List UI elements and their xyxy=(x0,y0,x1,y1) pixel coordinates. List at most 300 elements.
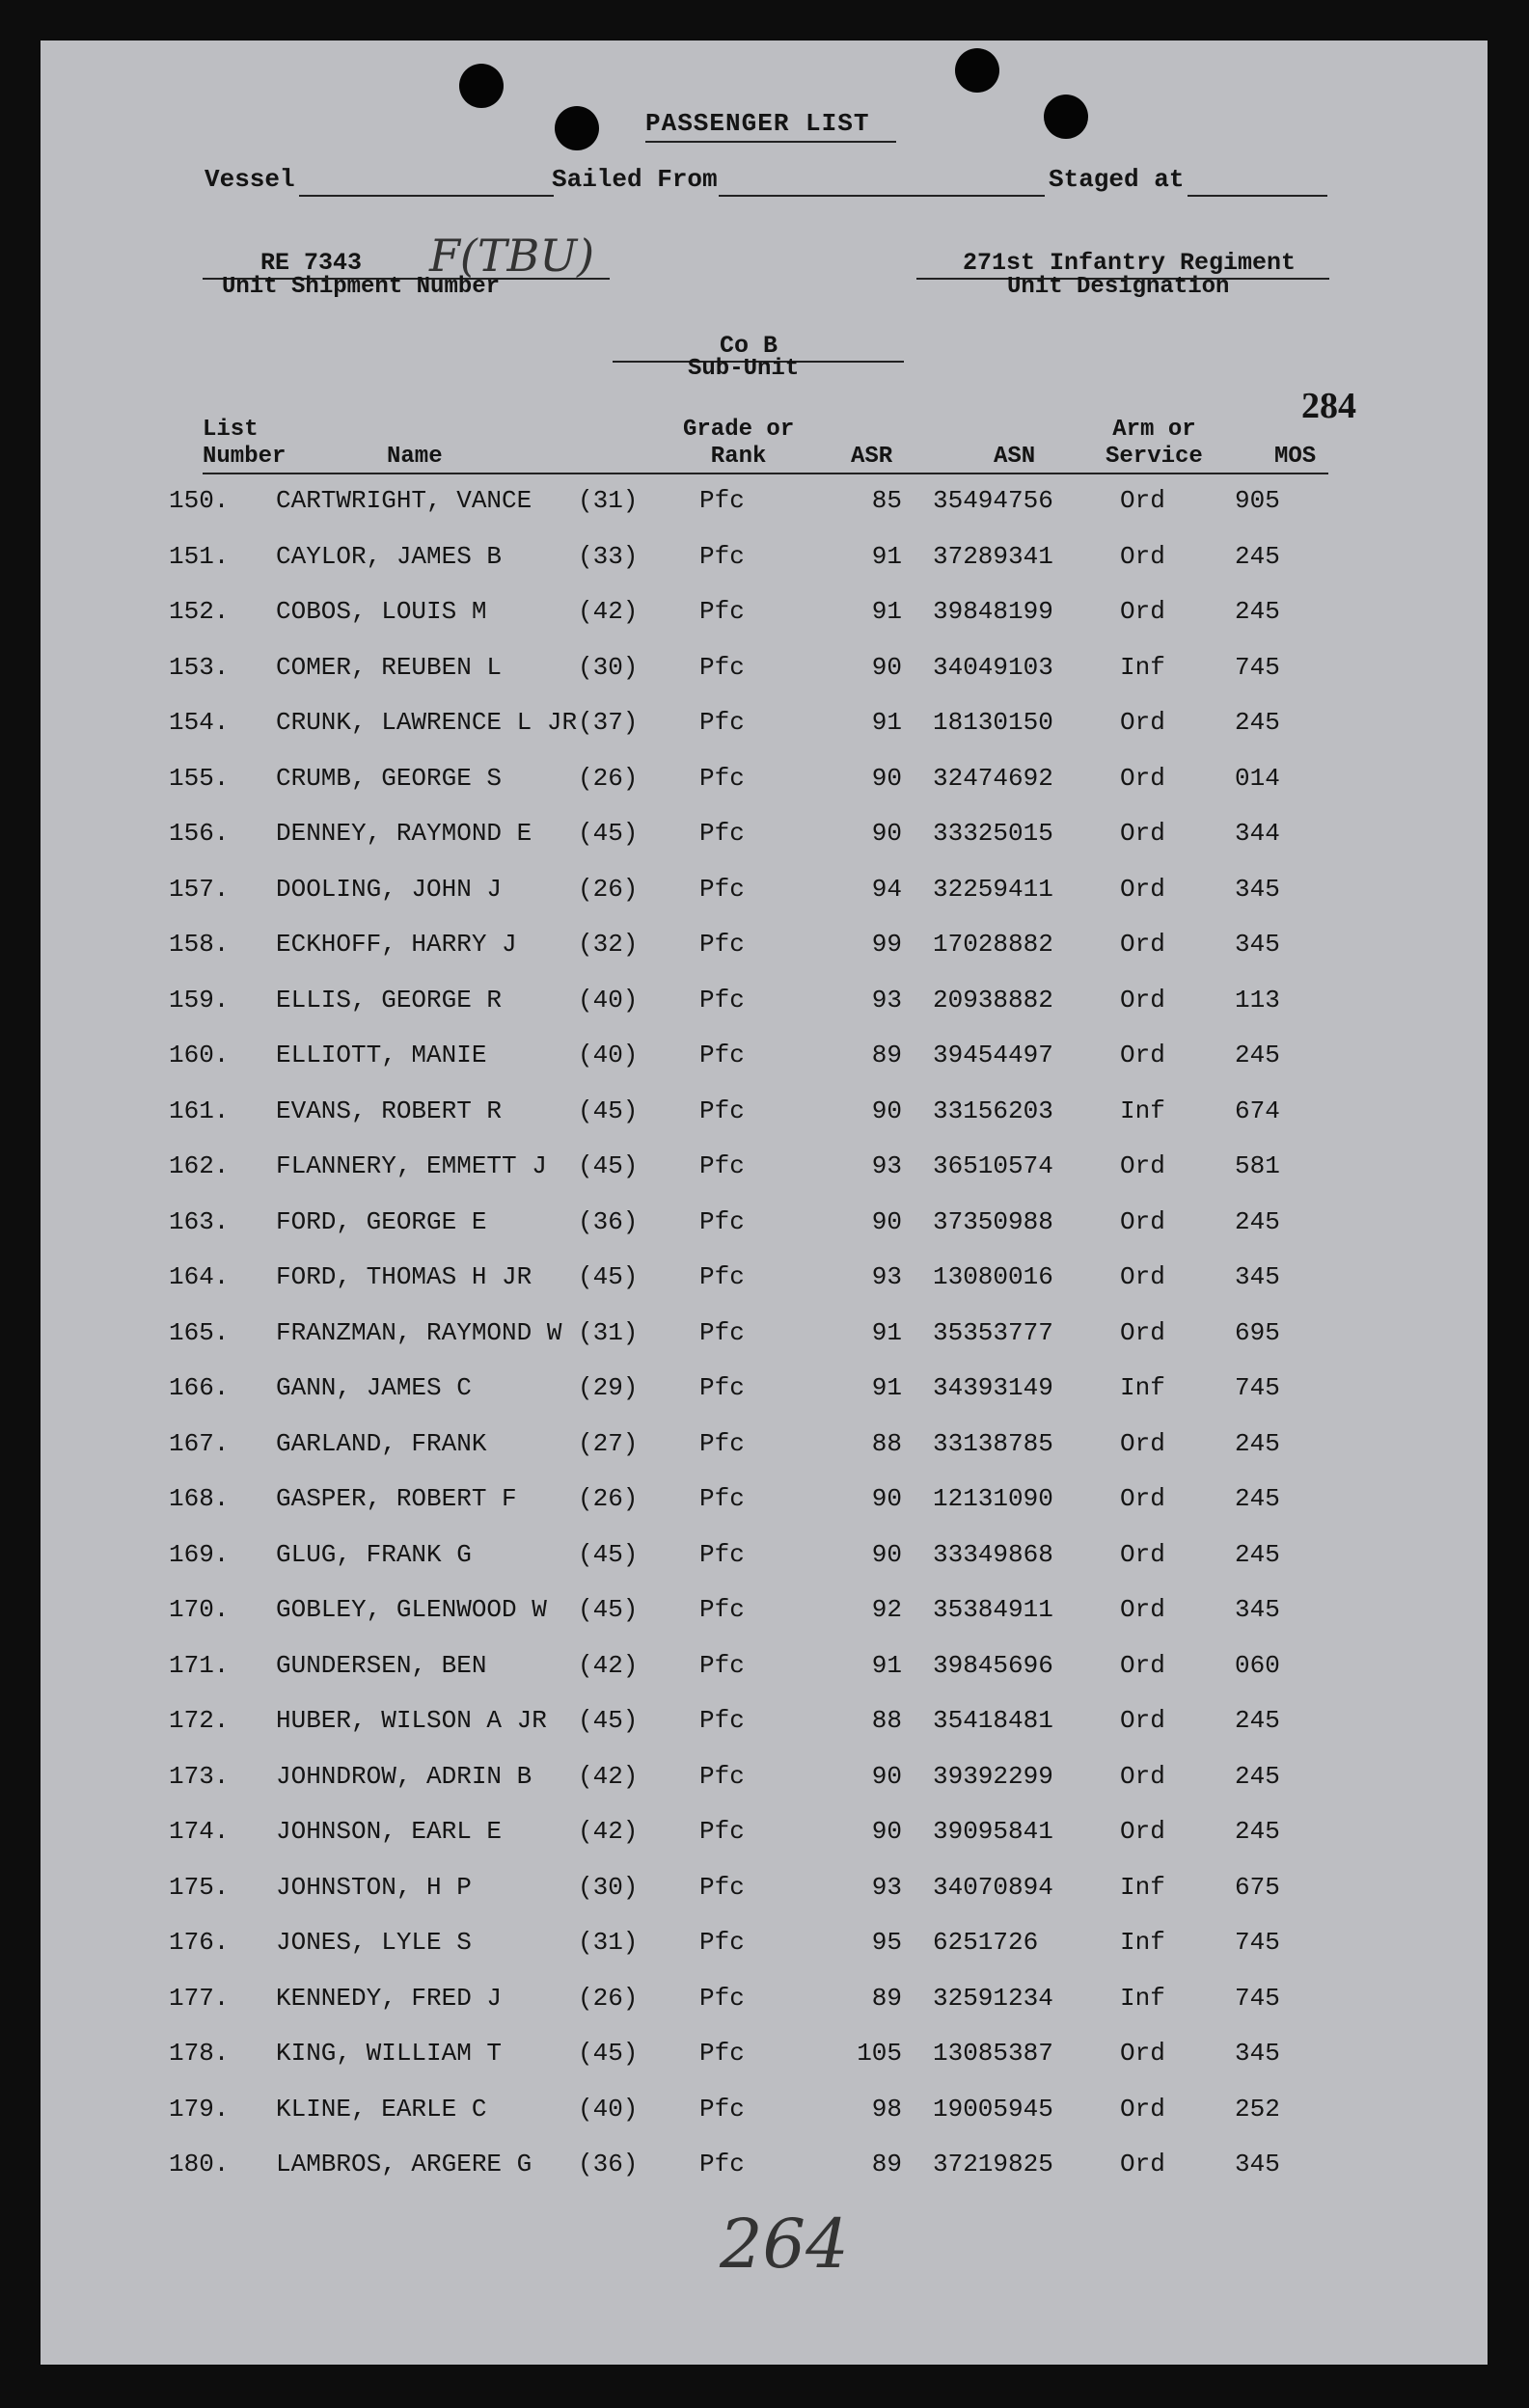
cell-asn: 6251726 xyxy=(933,1928,1039,1957)
table-row xyxy=(41,1151,1488,1190)
col-header-mos: MOS xyxy=(1274,444,1317,470)
document-sheet xyxy=(41,41,1488,2365)
table-row xyxy=(41,1429,1488,1468)
cell-arm-service: Inf xyxy=(1120,652,1165,682)
cell-age: (45) xyxy=(578,1151,639,1180)
cell-asr: 95 xyxy=(871,1928,902,1957)
cell-asr: 98 xyxy=(871,2094,902,2124)
cell-mos: 245 xyxy=(1235,1428,1280,1458)
cell-asn: 39454497 xyxy=(933,1041,1053,1069)
cell-arm-service: Ord xyxy=(1120,1206,1165,1236)
vessel-label: Vessel xyxy=(205,165,295,194)
cell-grade: Pfc xyxy=(699,985,745,1015)
cell-arm-service: Ord xyxy=(1120,1041,1165,1069)
punch-hole-far-right xyxy=(1044,95,1088,139)
cell-mos: 245 xyxy=(1235,541,1280,571)
cell-passenger-name: GLUG, FRANK G xyxy=(276,1539,472,1569)
col-header-list-number-line2: Number xyxy=(203,444,287,470)
cell-list-number: 152. xyxy=(169,597,230,626)
cell-arm-service: Ord xyxy=(1120,1761,1165,1791)
cell-passenger-name: COBOS, LOUIS M xyxy=(276,597,487,626)
table-row xyxy=(41,986,1488,1024)
cell-list-number: 167. xyxy=(169,1428,230,1458)
cell-asr: 94 xyxy=(871,874,902,904)
cell-age: (30) xyxy=(578,652,639,682)
cell-list-number: 174. xyxy=(169,1817,230,1846)
table-row xyxy=(41,1595,1488,1634)
cell-mos: 245 xyxy=(1235,1706,1280,1735)
col-header-list-number-line1: List xyxy=(203,417,259,443)
table-row xyxy=(41,1651,1488,1690)
table-row xyxy=(41,1096,1488,1135)
table-row xyxy=(41,875,1488,913)
cell-asr: 91 xyxy=(871,597,902,626)
cell-asr: 91 xyxy=(871,1317,902,1347)
cell-mos: 581 xyxy=(1235,1151,1280,1180)
cell-age: (36) xyxy=(578,1206,639,1236)
cell-mos: 014 xyxy=(1235,763,1280,793)
cell-list-number: 172. xyxy=(169,1706,230,1735)
cell-arm-service: Ord xyxy=(1120,930,1165,959)
cell-arm-service: Ord xyxy=(1120,708,1165,737)
cell-asr: 90 xyxy=(871,1484,902,1513)
cell-list-number: 178. xyxy=(169,2039,230,2068)
cell-arm-service: Ord xyxy=(1120,2039,1165,2068)
cell-mos: 345 xyxy=(1235,1595,1280,1624)
cell-list-number: 151. xyxy=(169,541,230,571)
cell-age: (31) xyxy=(578,486,639,515)
table-row xyxy=(41,1318,1488,1357)
header-rule xyxy=(203,473,1328,474)
cell-passenger-name: KENNEDY, FRED J xyxy=(276,1983,503,2013)
cell-mos: 345 xyxy=(1235,874,1280,904)
cell-list-number: 169. xyxy=(169,1539,230,1569)
cell-arm-service: Ord xyxy=(1120,1539,1165,1569)
cell-passenger-name: GARLAND, FRANK xyxy=(276,1428,487,1458)
cell-age: (36) xyxy=(578,2150,639,2178)
cell-arm-service: Inf xyxy=(1120,1872,1165,1902)
cell-age: (45) xyxy=(578,1595,639,1624)
cell-asr: 88 xyxy=(871,1706,902,1735)
cell-mos: 345 xyxy=(1235,2039,1280,2068)
table-row xyxy=(41,1484,1488,1523)
cell-asn: 39392299 xyxy=(933,1761,1053,1791)
cell-passenger-name: GANN, JAMES C xyxy=(276,1373,472,1402)
cell-mos: 345 xyxy=(1235,930,1280,959)
table-row xyxy=(41,2095,1488,2133)
table-row xyxy=(41,2150,1488,2188)
table-row xyxy=(41,1984,1488,2022)
cell-mos: 745 xyxy=(1235,1373,1280,1402)
cell-asn: 35418481 xyxy=(933,1706,1053,1735)
cell-asr: 105 xyxy=(857,2039,902,2068)
cell-asr: 93 xyxy=(871,1151,902,1180)
cell-list-number: 180. xyxy=(169,2150,230,2178)
cell-grade: Pfc xyxy=(699,1595,745,1624)
cell-age: (31) xyxy=(578,1928,639,1957)
cell-mos: 674 xyxy=(1235,1096,1280,1125)
cell-list-number: 171. xyxy=(169,1650,230,1680)
cell-age: (26) xyxy=(578,1484,639,1513)
cell-arm-service: Ord xyxy=(1120,2150,1165,2178)
cell-passenger-name: DOOLING, JOHN J xyxy=(276,874,503,904)
cell-mos: 695 xyxy=(1235,1317,1280,1347)
table-row xyxy=(41,653,1488,691)
cell-mos: 245 xyxy=(1235,708,1280,737)
table-row xyxy=(41,597,1488,636)
table-row xyxy=(41,1373,1488,1412)
cell-asn: 12131090 xyxy=(933,1484,1053,1513)
cell-grade: Pfc xyxy=(699,1373,745,1402)
col-header-grade-line1: Grade or xyxy=(683,417,795,443)
cell-asr: 91 xyxy=(871,541,902,571)
punch-hole-left xyxy=(459,64,504,108)
sub-unit-caption: Sub-Unit xyxy=(688,356,800,382)
cell-arm-service: Ord xyxy=(1120,1428,1165,1458)
cell-passenger-name: ELLIS, GEORGE R xyxy=(276,985,503,1015)
cell-passenger-name: CARTWRIGHT, VANCE xyxy=(276,486,532,515)
cell-list-number: 162. xyxy=(169,1151,230,1180)
table-row xyxy=(41,1207,1488,1246)
cell-arm-service: Ord xyxy=(1120,1317,1165,1347)
cell-list-number: 164. xyxy=(169,1262,230,1291)
cell-passenger-name: GASPER, ROBERT F xyxy=(276,1484,517,1513)
table-row xyxy=(41,1873,1488,1911)
cell-arm-service: Ord xyxy=(1120,1595,1165,1624)
cell-mos: 245 xyxy=(1235,1761,1280,1791)
cell-asn: 13080016 xyxy=(933,1262,1053,1291)
cell-grade: Pfc xyxy=(699,1761,745,1791)
cell-arm-service: Ord xyxy=(1120,1151,1165,1180)
cell-passenger-name: ECKHOFF, HARRY J xyxy=(276,930,517,959)
cell-asn: 33349868 xyxy=(933,1539,1053,1569)
cell-passenger-name: CAYLOR, JAMES B xyxy=(276,541,503,571)
table-row xyxy=(41,486,1488,525)
cell-mos: 675 xyxy=(1235,1872,1280,1902)
table-row xyxy=(41,930,1488,968)
cell-arm-service: Ord xyxy=(1120,1650,1165,1680)
cell-grade: Pfc xyxy=(699,541,745,571)
unit-designation: 271st Infantry Regiment xyxy=(963,249,1297,277)
cell-mos: 252 xyxy=(1235,2094,1280,2124)
cell-grade: Pfc xyxy=(699,1151,745,1180)
cell-list-number: 179. xyxy=(169,2094,230,2124)
cell-passenger-name: KING, WILLIAM T xyxy=(276,2039,503,2068)
cell-list-number: 170. xyxy=(169,1595,230,1624)
cell-grade: Pfc xyxy=(699,2150,745,2178)
cell-list-number: 165. xyxy=(169,1317,230,1347)
cell-mos: 345 xyxy=(1235,2150,1280,2178)
sailed-from-line xyxy=(719,195,1045,197)
cell-asn: 35494756 xyxy=(933,486,1053,515)
cell-age: (40) xyxy=(578,2094,639,2124)
cell-asr: 90 xyxy=(871,763,902,793)
cell-asn: 32259411 xyxy=(933,874,1053,904)
cell-passenger-name: FLANNERY, EMMETT J xyxy=(276,1151,547,1180)
cell-arm-service: Ord xyxy=(1120,486,1165,515)
cell-grade: Pfc xyxy=(699,1872,745,1902)
cell-grade: Pfc xyxy=(699,2039,745,2068)
cell-asn: 20938882 xyxy=(933,985,1053,1015)
cell-age: (26) xyxy=(578,874,639,904)
cell-asn: 37289341 xyxy=(933,541,1053,571)
table-row xyxy=(41,1041,1488,1079)
cell-grade: Pfc xyxy=(699,2094,745,2124)
table-row xyxy=(41,819,1488,857)
cell-grade: Pfc xyxy=(699,1428,745,1458)
cell-passenger-name: KLINE, EARLE C xyxy=(276,2094,487,2124)
cell-mos: 245 xyxy=(1235,1041,1280,1069)
cell-asr: 89 xyxy=(871,1041,902,1069)
cell-age: (42) xyxy=(578,1817,639,1846)
cell-grade: Pfc xyxy=(699,1484,745,1513)
cell-asr: 91 xyxy=(871,1373,902,1402)
cell-asr: 91 xyxy=(871,708,902,737)
col-header-grade xyxy=(683,417,794,471)
cell-age: (42) xyxy=(578,1650,639,1680)
unit-shipment-handwritten: F(TBU) xyxy=(429,230,595,282)
col-header-asn: ASN xyxy=(994,444,1036,470)
cell-asr: 91 xyxy=(871,1650,902,1680)
cell-grade: Pfc xyxy=(699,763,745,793)
cell-passenger-name: JOHNSTON, H P xyxy=(276,1872,472,1902)
cell-age: (27) xyxy=(578,1428,639,1458)
cell-age: (31) xyxy=(578,1317,639,1347)
cell-grade: Pfc xyxy=(699,1928,745,1957)
cell-grade: Pfc xyxy=(699,1817,745,1846)
cell-age: (26) xyxy=(578,763,639,793)
cell-age: (40) xyxy=(578,985,639,1015)
cell-passenger-name: JOHNSON, EARL E xyxy=(276,1817,503,1846)
cell-mos: 344 xyxy=(1235,819,1280,848)
cell-list-number: 160. xyxy=(169,1041,230,1069)
cell-list-number: 177. xyxy=(169,1983,230,2013)
cell-passenger-name: JOHNDROW, ADRIN B xyxy=(276,1761,532,1791)
cell-asn: 35384911 xyxy=(933,1595,1053,1624)
col-header-grade-line2: Rank xyxy=(710,444,767,470)
cell-age: (37) xyxy=(578,708,639,737)
cell-asr: 89 xyxy=(871,2150,902,2178)
cell-grade: Pfc xyxy=(699,1041,745,1069)
cell-mos: 245 xyxy=(1235,1539,1280,1569)
sailed-from-label: Sailed From xyxy=(552,165,718,194)
cell-age: (45) xyxy=(578,1706,639,1735)
cell-grade: Pfc xyxy=(699,486,745,515)
page-number: 284 xyxy=(1301,386,1356,426)
cell-arm-service: Inf xyxy=(1120,1096,1165,1125)
cell-list-number: 168. xyxy=(169,1484,230,1513)
vessel-line xyxy=(299,195,554,197)
cell-arm-service: Ord xyxy=(1120,541,1165,571)
cell-asn: 32474692 xyxy=(933,763,1053,793)
cell-asr: 93 xyxy=(871,1262,902,1291)
cell-age: (45) xyxy=(578,1096,639,1125)
col-header-arm xyxy=(1106,417,1203,471)
cell-age: (30) xyxy=(578,1872,639,1902)
cell-list-number: 166. xyxy=(169,1373,230,1402)
cell-grade: Pfc xyxy=(699,1206,745,1236)
cell-list-number: 157. xyxy=(169,874,230,904)
cell-list-number: 176. xyxy=(169,1928,230,1957)
cell-mos: 245 xyxy=(1235,1206,1280,1236)
cell-asn: 34049103 xyxy=(933,652,1053,682)
cell-arm-service: Ord xyxy=(1120,763,1165,793)
unit-designation-caption: Unit Designation xyxy=(1007,274,1230,300)
cell-age: (40) xyxy=(578,1041,639,1069)
table-row xyxy=(41,1262,1488,1301)
table-row xyxy=(41,1706,1488,1745)
cell-asn: 33325015 xyxy=(933,819,1053,848)
cell-passenger-name: JONES, LYLE S xyxy=(276,1928,472,1957)
cell-passenger-name: EVANS, ROBERT R xyxy=(276,1096,503,1125)
document-title: PASSENGER LIST xyxy=(645,109,870,138)
cell-asn: 19005945 xyxy=(933,2094,1053,2124)
cell-asr: 93 xyxy=(871,985,902,1015)
cell-age: (45) xyxy=(578,1539,639,1569)
cell-asn: 36510574 xyxy=(933,1151,1053,1180)
cell-asr: 90 xyxy=(871,1206,902,1236)
cell-arm-service: Ord xyxy=(1120,1484,1165,1513)
cell-age: (33) xyxy=(578,541,639,571)
cell-passenger-name: CRUMB, GEORGE S xyxy=(276,763,503,793)
staged-at-label: Staged at xyxy=(1049,165,1185,194)
cell-passenger-name: CRUNK, LAWRENCE L JR xyxy=(276,708,578,737)
cell-grade: Pfc xyxy=(699,819,745,848)
unit-shipment-caption: Unit Shipment Number xyxy=(222,274,501,300)
cell-passenger-name: HUBER, WILSON A JR xyxy=(276,1706,547,1735)
cell-mos: 245 xyxy=(1235,1817,1280,1846)
sub-unit: Co B xyxy=(720,332,778,360)
cell-asr: 88 xyxy=(871,1428,902,1458)
cell-asr: 90 xyxy=(871,1761,902,1791)
cell-list-number: 154. xyxy=(169,708,230,737)
cell-grade: Pfc xyxy=(699,652,745,682)
col-header-name: Name xyxy=(387,444,443,470)
cell-mos: 245 xyxy=(1235,1484,1280,1513)
cell-asn: 13085387 xyxy=(933,2039,1053,2068)
cell-asr: 90 xyxy=(871,1096,902,1125)
col-header-list-number xyxy=(203,417,286,471)
cell-asr: 90 xyxy=(871,1817,902,1846)
cell-age: (45) xyxy=(578,2039,639,2068)
cell-mos: 245 xyxy=(1235,597,1280,626)
cell-arm-service: Ord xyxy=(1120,1262,1165,1291)
cell-asn: 34393149 xyxy=(933,1373,1053,1402)
cell-arm-service: Inf xyxy=(1120,1928,1165,1957)
cell-asn: 37219825 xyxy=(933,2150,1053,2178)
cell-asn: 33138785 xyxy=(933,1428,1053,1458)
cell-age: (42) xyxy=(578,1761,639,1791)
cell-asr: 92 xyxy=(871,1595,902,1624)
cell-grade: Pfc xyxy=(699,1706,745,1735)
cell-asr: 85 xyxy=(871,486,902,515)
cell-age: (26) xyxy=(578,1983,639,2013)
punch-hole-right xyxy=(955,48,999,93)
cell-asn: 18130150 xyxy=(933,708,1053,737)
cell-age: (29) xyxy=(578,1373,639,1402)
cell-list-number: 159. xyxy=(169,985,230,1015)
cell-list-number: 161. xyxy=(169,1096,230,1125)
cell-asn: 39095841 xyxy=(933,1817,1053,1846)
cell-passenger-name: COMER, REUBEN L xyxy=(276,652,503,682)
cell-asn: 17028882 xyxy=(933,930,1053,959)
cell-arm-service: Ord xyxy=(1120,2094,1165,2124)
cell-age: (42) xyxy=(578,597,639,626)
cell-passenger-name: LAMBROS, ARGERE G xyxy=(276,2150,532,2178)
cell-grade: Pfc xyxy=(699,1262,745,1291)
cell-arm-service: Ord xyxy=(1120,819,1165,848)
cell-passenger-name: FRANZMAN, RAYMOND W xyxy=(276,1317,562,1347)
cell-age: (45) xyxy=(578,819,639,848)
cell-mos: 345 xyxy=(1235,1262,1280,1291)
cell-grade: Pfc xyxy=(699,708,745,737)
cell-list-number: 153. xyxy=(169,652,230,682)
cell-asn: 33156203 xyxy=(933,1096,1053,1125)
cell-asn: 35353777 xyxy=(933,1317,1053,1347)
cell-mos: 905 xyxy=(1235,486,1280,515)
cell-passenger-name: DENNEY, RAYMOND E xyxy=(276,819,532,848)
punch-hole-middle xyxy=(555,106,599,150)
cell-arm-service: Ord xyxy=(1120,985,1165,1015)
col-header-asr: ASR xyxy=(851,444,893,470)
cell-grade: Pfc xyxy=(699,1650,745,1680)
cell-age: (32) xyxy=(578,930,639,959)
table-row xyxy=(41,1928,1488,1966)
cell-mos: 745 xyxy=(1235,1928,1280,1957)
cell-grade: Pfc xyxy=(699,1317,745,1347)
cell-grade: Pfc xyxy=(699,930,745,959)
table-row xyxy=(41,1540,1488,1579)
cell-age: (45) xyxy=(578,1262,639,1291)
cell-asr: 90 xyxy=(871,1539,902,1569)
cell-grade: Pfc xyxy=(699,1096,745,1125)
cell-mos: 113 xyxy=(1235,985,1280,1015)
cell-asr: 90 xyxy=(871,819,902,848)
table-row xyxy=(41,764,1488,802)
cell-passenger-name: GOBLEY, GLENWOOD W xyxy=(276,1595,547,1624)
cell-asn: 39848199 xyxy=(933,597,1053,626)
cell-asr: 89 xyxy=(871,1983,902,2013)
cell-asr: 99 xyxy=(871,930,902,959)
col-header-arm-line1: Arm or xyxy=(1112,417,1196,443)
cell-grade: Pfc xyxy=(699,597,745,626)
cell-asr: 93 xyxy=(871,1872,902,1902)
cell-asn: 34070894 xyxy=(933,1872,1053,1902)
table-row xyxy=(41,1762,1488,1800)
cell-asn: 32591234 xyxy=(933,1983,1053,2013)
cell-passenger-name: FORD, THOMAS H JR xyxy=(276,1262,532,1291)
cell-arm-service: Ord xyxy=(1120,597,1165,626)
cell-arm-service: Ord xyxy=(1120,874,1165,904)
cell-list-number: 175. xyxy=(169,1872,230,1902)
cell-list-number: 156. xyxy=(169,819,230,848)
cell-list-number: 155. xyxy=(169,763,230,793)
cell-grade: Pfc xyxy=(699,1983,745,2013)
cell-arm-service: Inf xyxy=(1120,1373,1165,1402)
title-underline xyxy=(645,141,896,143)
cell-passenger-name: FORD, GEORGE E xyxy=(276,1206,487,1236)
table-row xyxy=(41,542,1488,581)
table-row xyxy=(41,2039,1488,2077)
staged-at-line xyxy=(1188,195,1327,197)
cell-list-number: 150. xyxy=(169,486,230,515)
cell-passenger-name: ELLIOTT, MANIE xyxy=(276,1041,487,1069)
cell-grade: Pfc xyxy=(699,1539,745,1569)
cell-list-number: 163. xyxy=(169,1206,230,1236)
cell-passenger-name: GUNDERSEN, BEN xyxy=(276,1650,487,1680)
cell-asn: 39845696 xyxy=(933,1650,1053,1680)
table-row xyxy=(41,708,1488,746)
